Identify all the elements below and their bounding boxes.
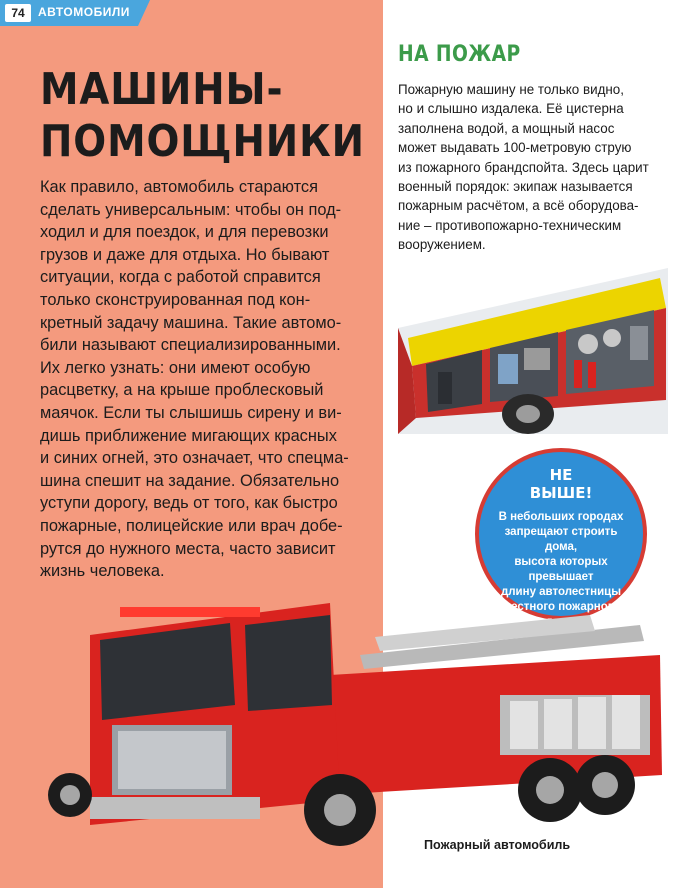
side-title: НА ПОЖАР (398, 42, 521, 67)
side-line: пожарным расчётом, а всё оборудова- (398, 198, 639, 214)
side-line: военный порядок: экипаж называется (398, 179, 633, 195)
body-line: маячок. Если ты слышишь сирену и ви- (40, 403, 342, 422)
equipment-photo (398, 268, 668, 434)
body-line: жизнь человека. (40, 562, 165, 581)
body-line: кретный задачу машина. Такие автомо- (40, 313, 342, 332)
side-line: вооружением. (398, 237, 486, 253)
fire-truck-illustration (30, 585, 670, 860)
truck-caption: Пожарный автомобиль (424, 838, 571, 852)
badge-line: В небольших городах (498, 511, 624, 523)
body-line: и синих огней, это означает, что спецма- (40, 449, 349, 468)
body-line: сделать универсальным: чтобы он под- (40, 200, 342, 219)
body-line: грузов и даже для отдыха. Но бывают (40, 245, 330, 264)
side-line: заполнена водой, а мощный насос (398, 120, 615, 136)
body-line: рутся до нужного места, часто зависит (40, 539, 336, 558)
badge-title-line: НЕ (549, 466, 573, 484)
body-line: только сконструированная под кон- (40, 290, 311, 309)
main-body-text (40, 176, 385, 583)
badge-title-line: ВЫШЕ! (529, 484, 593, 502)
body-line: уступи дорогу, ведь от того, как быстро (40, 494, 338, 513)
badge-line: местного пожарного (502, 601, 620, 613)
body-line: Их легко узнать: они имеют особую (40, 358, 311, 377)
title-line: МАШИНЫ- (40, 64, 284, 115)
badge-title (479, 466, 643, 502)
badge-line: запрещают строить дома, (504, 526, 618, 553)
section-name: АВТОМОБИЛИ (38, 5, 130, 19)
body-line: ходил и для поездок, и для перевозки (40, 223, 329, 242)
body-line: пожарные, полицейские или врач добе- (40, 516, 343, 535)
badge-line: высота которых превышает (514, 556, 608, 583)
side-body-text (398, 80, 660, 255)
body-line: били называют специализированными. (40, 336, 341, 355)
body-line: дишь приближение мигающих красных (40, 426, 337, 445)
side-line: Пожарную машину не только видно, (398, 82, 624, 97)
side-line: ние – противопожарно-техническим (398, 217, 622, 233)
page-title (40, 64, 365, 168)
page-number: 74 (5, 4, 31, 22)
side-line: из пожарного брандспойта. Здесь царит (398, 159, 649, 175)
body-line: шина спешит на задание. Обязательно (40, 471, 340, 490)
badge-line: длину автолестницы (500, 586, 622, 598)
body-line: расцветку, а на крыше проблесковый (40, 381, 324, 400)
side-line: может выдавать 100-метровую струю (398, 140, 632, 156)
body-line: ситуации, когда с работой справится (40, 268, 321, 287)
title-line: ПОМОЩНИКИ (40, 116, 365, 167)
body-line: Как правило, автомобиль стараются (40, 178, 319, 196)
side-line: но и слышно издалека. Её цистерна (398, 101, 624, 117)
